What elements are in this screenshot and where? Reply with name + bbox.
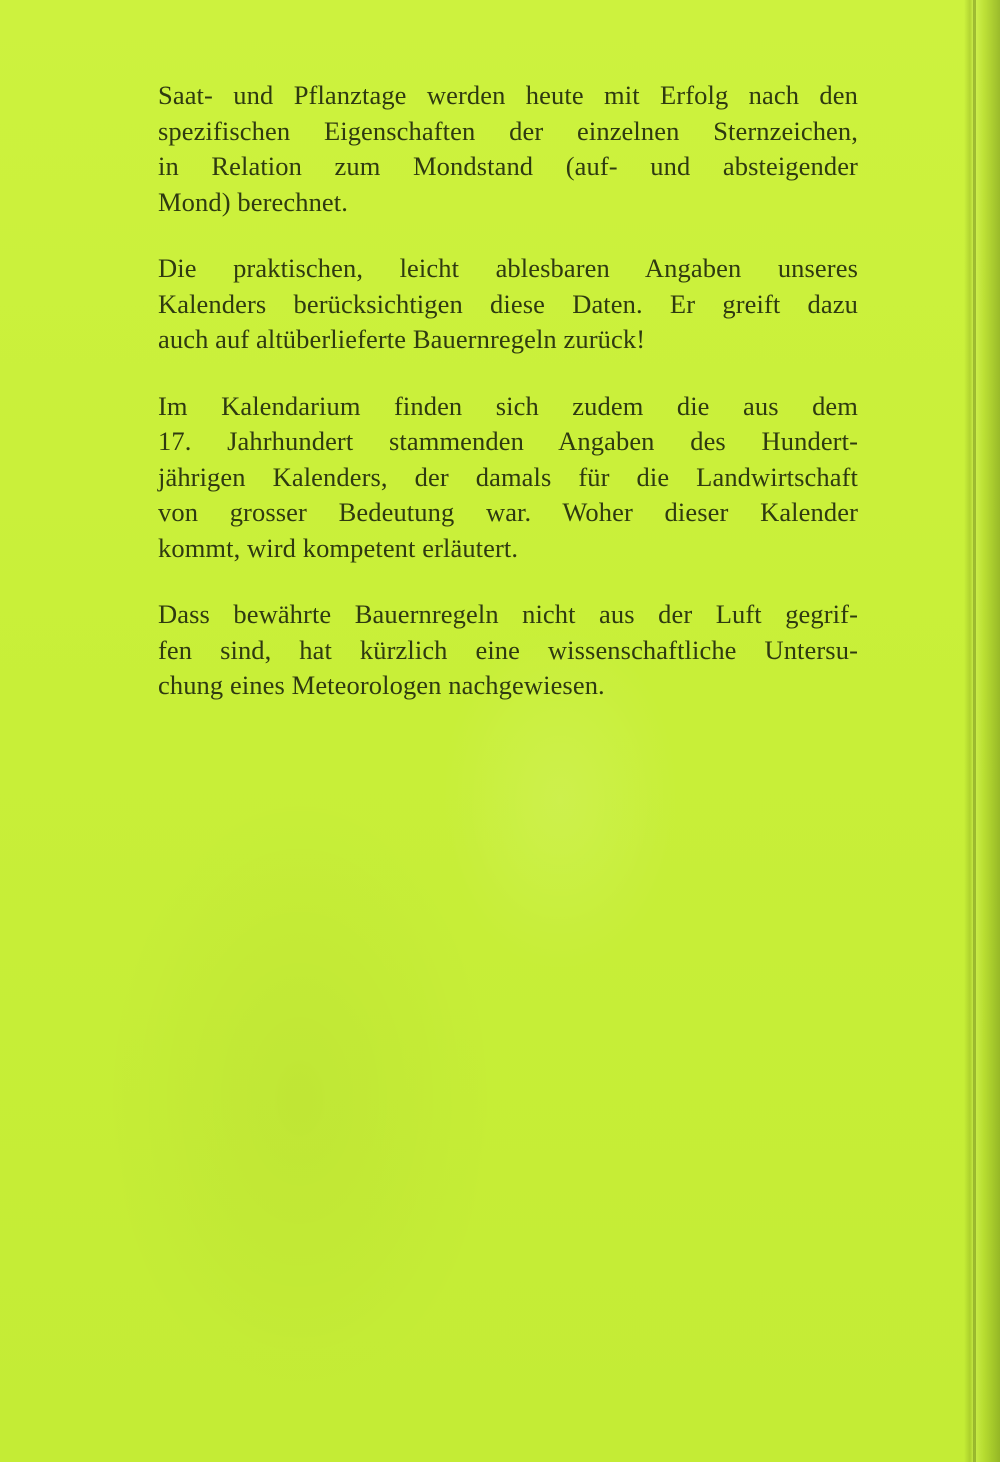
text-line: 17. Jahrhundert stammenden Angaben des Hundert- (158, 426, 858, 456)
text-line: Die praktischen, leicht ablesbaren Angaben unseres (158, 253, 858, 283)
paragraph-1 (158, 78, 858, 220)
text-line: von grosser Bedeutung war. Woher dieser Kalender (158, 497, 858, 527)
book-spine-edge (964, 0, 1000, 1462)
text-line: jährigen Kalenders, der damals für die Landwirtschaft (158, 461, 858, 492)
text-line: Kalenders berücksichtigen diese Daten. Er greift dazu (158, 288, 858, 319)
paragraph-4 (158, 597, 858, 704)
text-line: kommt, wird kompetent erläutert. (158, 532, 519, 563)
text-line: chung eines Meteorologen nachgewiesen. (158, 670, 605, 700)
text-line: fen sind, hat kürzlich eine wissenschaftliche Untersu- (158, 634, 858, 665)
text-line: Mond) berechnet. (158, 186, 348, 217)
paragraph-2 (158, 251, 858, 358)
text-line: Dass bewährte Bauernregeln nicht aus der Luft gegrif- (158, 599, 858, 629)
text-line: Im Kalendarium finden sich zudem die aus dem (158, 390, 858, 421)
spine-crease (973, 0, 976, 1462)
text-line: in Relation zum Mondstand (auf- und absteigender (158, 151, 858, 181)
text-line: spezifischen Eigenschaften der einzelnen Sternzeichen, (158, 115, 858, 146)
text-line: Saat- und Pflanztage werden heute mit Erfolg nach den (158, 80, 858, 110)
paragraph-3 (158, 389, 858, 567)
blurb-text (158, 78, 858, 735)
text-line: auch auf altüberlieferte Bauernregeln zurück! (158, 324, 646, 354)
